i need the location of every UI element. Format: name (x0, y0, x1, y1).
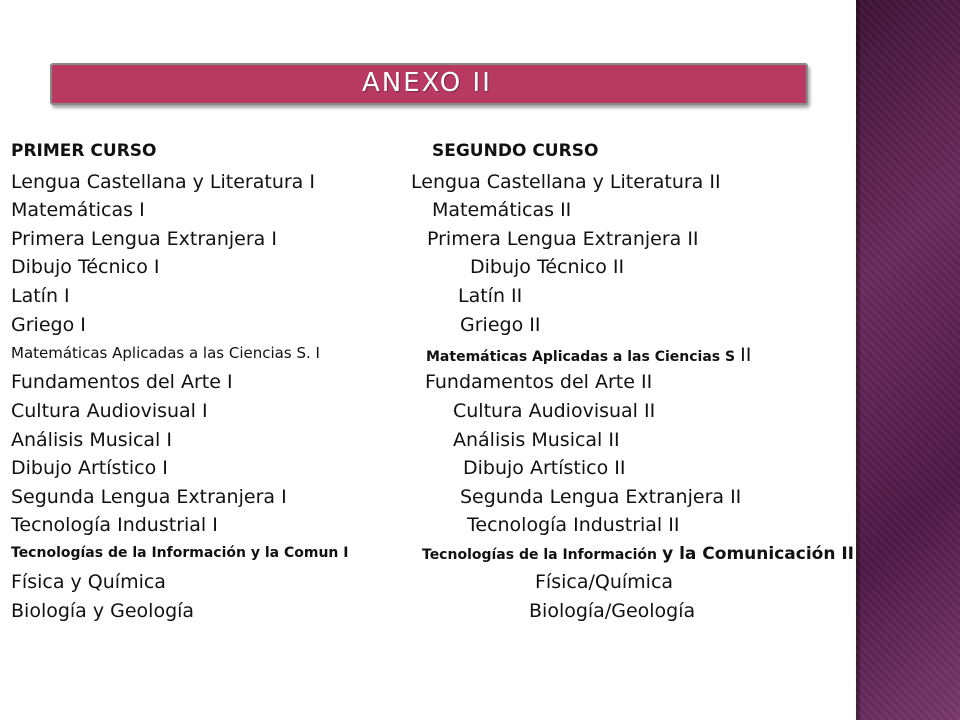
subject-row (0, 373, 856, 401)
first-year-subject: Latín I (11, 285, 70, 307)
first-year-subject: Física y Química (11, 571, 166, 593)
second-year-subject-text: Tecnologías de la Información (422, 547, 657, 563)
second-year-subject (426, 346, 751, 365)
first-year-subject: Fundamentos del Arte I (11, 371, 233, 393)
first-year-subject: Cultura Audiovisual I (11, 400, 208, 422)
subject-row (0, 602, 856, 630)
slide-title: ANEXO II (362, 68, 492, 98)
first-year-subject: Griego I (11, 314, 86, 336)
second-year-subject: Cultura Audiovisual II (453, 400, 656, 422)
second-year-subject (422, 546, 854, 563)
subject-row (0, 316, 856, 344)
subject-row (0, 573, 856, 601)
subject-row (0, 230, 856, 258)
subject-row (0, 402, 856, 430)
first-year-subject: Primera Lengua Extranjera I (11, 228, 277, 250)
second-year-subject: Segunda Lengua Extranjera II (460, 486, 742, 508)
first-year-subject: Matemáticas I (11, 199, 145, 221)
second-year-subject: Tecnología Industrial II (467, 514, 680, 536)
first-year-subject: Lengua Castellana y Literatura I (11, 171, 315, 193)
second-year-subject: Primera Lengua Extranjera II (427, 228, 699, 250)
first-year-subject: Dibujo Técnico I (11, 256, 160, 278)
subject-row (0, 173, 856, 201)
first-year-subject: Biología y Geología (11, 600, 195, 622)
first-year-subject: Matemáticas Aplicadas a las Ciencias S. I (11, 344, 320, 362)
first-year-subject: Tecnologías de la Información y la Comun I (11, 545, 349, 561)
subject-row (0, 201, 856, 229)
first-year-subject: Análisis Musical I (11, 429, 172, 451)
subject-row (0, 258, 856, 286)
second-year-subject: Matemáticas II (432, 199, 572, 221)
second-year-subject: Física/Química (535, 571, 674, 593)
first-year-subject: Tecnología Industrial I (11, 514, 218, 536)
subject-row (0, 287, 856, 315)
subject-row (0, 546, 856, 574)
subject-row (0, 488, 856, 516)
subject-row (0, 431, 856, 459)
second-year-header: SEGUNDO CURSO (432, 141, 599, 161)
second-year-subject-suffix: y la Comunicación II (662, 544, 855, 564)
second-year-subject: Análisis Musical II (453, 429, 620, 451)
subject-row (0, 459, 856, 487)
decorative-side-panel (856, 0, 960, 720)
subject-row (0, 516, 856, 544)
second-year-subject: Latín II (458, 285, 523, 307)
second-year-subject-suffix: II (740, 344, 752, 366)
second-year-subject: Biología/Geología (529, 600, 696, 622)
second-year-subject: Griego II (460, 314, 541, 336)
second-year-subject: Lengua Castellana y Literatura II (411, 171, 721, 193)
second-year-subject: Dibujo Artístico II (463, 457, 626, 479)
header-row (0, 143, 856, 171)
first-year-subject: Dibujo Artístico I (11, 457, 168, 479)
first-year-header: PRIMER CURSO (11, 141, 157, 161)
second-year-subject: Dibujo Técnico II (470, 256, 625, 278)
second-year-subject-text: Matemáticas Aplicadas a las Ciencias S (426, 349, 736, 365)
subject-row (0, 346, 856, 374)
second-year-subject: Fundamentos del Arte II (425, 371, 653, 393)
first-year-subject: Segunda Lengua Extranjera I (11, 486, 287, 508)
